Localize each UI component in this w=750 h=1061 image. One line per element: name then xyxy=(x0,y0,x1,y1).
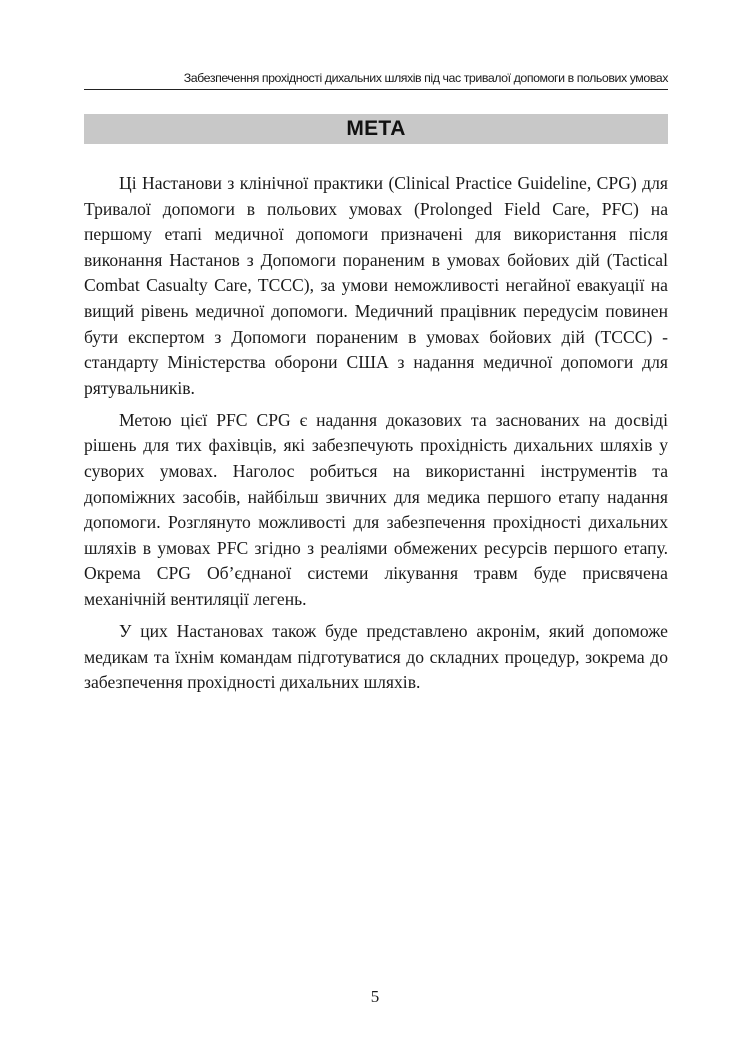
paragraph: Метою цієї PFC CPG є надання доказових та заснованих на досвіді рішень для тих фахівців, які забезпечують прохідність дихальних шляхів у суворих умовах. Наголос робиться на використанні інструментів та допоміжних засобів, найбільш звичних для медика першого етапу надання допомоги. Розглянуто можливості для забезпечення прохідності дихальних шляхів в умовах PFC згідно з реаліями обмежених ресурсів першого етапу. Окрема CPG Об’єднаної системи лікування травм буде присвячена механічній вентиляції легень. xyxy=(84,409,668,609)
header-divider xyxy=(84,89,668,90)
page-number: 5 xyxy=(370,987,380,1006)
section-title: МЕТА xyxy=(346,117,406,140)
body-text xyxy=(84,171,668,702)
running-header: Забезпечення прохідності дихальних шляхів під час тривалої допомоги в польових умовах xyxy=(183,71,668,85)
paragraph: Ці Настанови з клінічної практики (Clinical Practice Guideline, CPG) для Тривалої допомоги в польових умовах (Prolonged Field Care, PFC) на першому етапі медичної допомоги призначені для використання після виконання Настанов з Допомоги пораненим в умовах бойових дій (Tactical Combat Casualty Care, TCCC), за умови неможливості негайної евакуації на вищий рівень медичної допомоги. Медичний працівник передусім повинен бути експертом з Допомоги пораненим в умовах бойових дій (TCCC) - стандарту Міністерства оборони США з надання медичної допомоги для рятувальників. xyxy=(84,173,668,398)
section-heading-bar xyxy=(84,114,668,144)
paragraph: У цих Настановах також буде представлено акронім, який допоможе медикам та їхнім командам підготуватися до складних процедур, зокрема до забезпечення прохідності дихальних шляхів. xyxy=(84,621,668,693)
